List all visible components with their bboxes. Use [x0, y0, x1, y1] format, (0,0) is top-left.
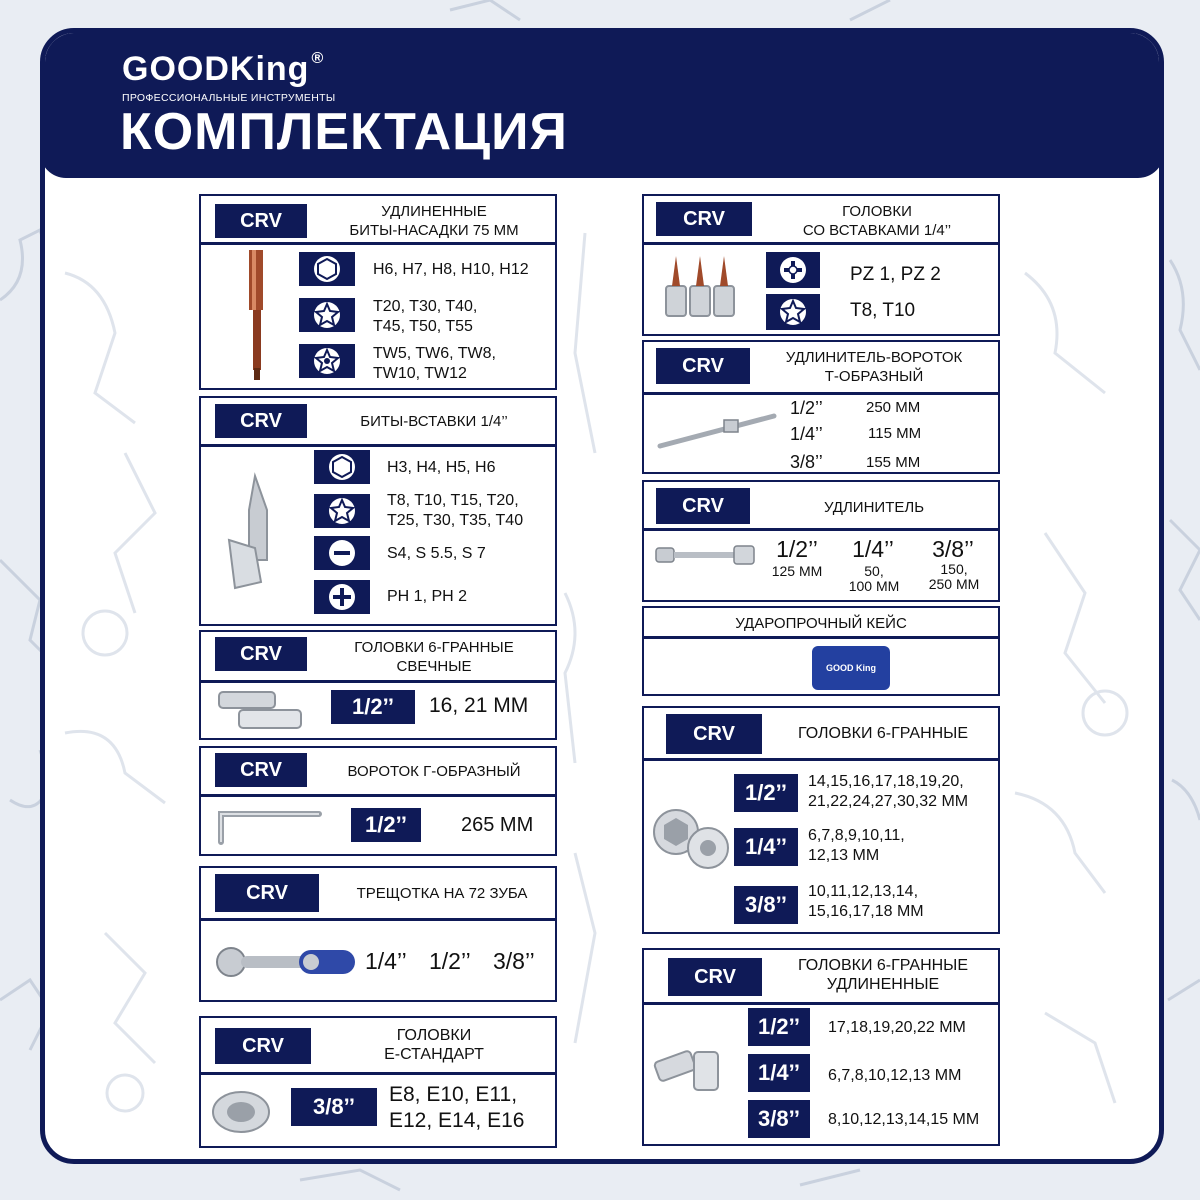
spark-socket-sizes: 16, 21 ММ [429, 694, 529, 717]
size-badge: 1/2’’ [734, 774, 798, 812]
section-title: ГОЛОВКИ 6-ГРАННЫЕ УДЛИНЕННЫЕ [797, 957, 969, 993]
extension-size: 3/8’’ [932, 536, 974, 562]
crv-badge: CRV [656, 488, 750, 524]
brand-logo: GOODKing ® [122, 50, 325, 88]
section-title: ГОЛОВКИ 6-ГРАННЫЕ [797, 725, 969, 742]
case-logo: GOOD King [826, 663, 876, 673]
long-bits-hex-sizes: H6, H7, H8, H10, H12 [373, 261, 529, 278]
section-title: УДЛИНИТЕЛЬ-ВОРОТОК Т-ОБРАЗНЫЙ [785, 349, 963, 385]
section-title: ТРЕЩОТКА НА 72 ЗУБА [356, 885, 528, 902]
bits-phillips-sizes: PH 1, PH 2 [387, 588, 468, 605]
section-hex-sockets [642, 706, 1000, 934]
deep-sockets-image [652, 1042, 738, 1098]
bits-slot-sizes: S4, S 5.5, S 7 [387, 545, 486, 562]
extension-size: 1/4’’ [852, 536, 894, 562]
l-wrench-image [215, 808, 325, 848]
hex-sizes-three-eighths: 10,11,12,13,14, 15,16,17,18 ММ [808, 883, 924, 920]
size-badge: 3/8’’ [291, 1088, 377, 1126]
size-badge: 1/4’’ [748, 1054, 810, 1092]
t-bar-size: 3/8’’ [790, 452, 823, 472]
section-ratchet [199, 866, 557, 1002]
section-case [642, 606, 1000, 696]
section-deep-sockets [642, 948, 1000, 1146]
crv-badge: CRV [668, 958, 762, 996]
crv-badge: CRV [666, 714, 762, 754]
hex-sizes-half: 14,15,16,17,18,19,20, 21,22,24,27,30,32 ММ [808, 773, 969, 810]
extension-length: 50, 100 ММ [848, 563, 900, 594]
section-title: БИТЫ-ВСТАВКИ 1/4’’ [360, 413, 508, 430]
t-bar-length: 155 ММ [866, 454, 921, 471]
crv-badge: CRV [656, 348, 750, 384]
case-image [812, 646, 890, 690]
torx-icon [314, 494, 370, 528]
crv-badge: CRV [215, 753, 307, 787]
crv-badge: CRV [215, 404, 307, 438]
ratchet-size-three-eighths: 3/8’’ [493, 948, 535, 974]
slot-icon [314, 536, 370, 570]
insert-heads-image [662, 252, 742, 322]
torx-icon [299, 298, 355, 332]
extension-length: 125 ММ [771, 563, 823, 579]
section-bits [199, 396, 557, 626]
section-insert-heads [642, 194, 1000, 336]
ratchet-size-half: 1/2’’ [429, 948, 471, 974]
torx-icon [766, 294, 820, 330]
e-socket-image [209, 1088, 273, 1136]
ratchet-image [213, 944, 359, 980]
size-badge: 1/2’’ [331, 690, 415, 724]
crv-badge: CRV [215, 1028, 311, 1064]
t-bar-length: 250 ММ [866, 399, 921, 416]
t-bar-size: 1/4’’ [790, 424, 823, 444]
crv-badge: CRV [656, 202, 752, 236]
l-wrench-length: 265 ММ [461, 814, 534, 836]
bits-image [215, 470, 295, 600]
hex-icon [314, 450, 370, 484]
crv-badge: CRV [215, 204, 307, 238]
long-bits-tw-sizes: TW5, TW6, TW8, TW10, TW12 [373, 345, 496, 382]
deep-sizes-quarter: 6,7,8,10,12,13 ММ [828, 1067, 962, 1084]
insert-heads-pz-sizes: PZ 1, PZ 2 [850, 264, 941, 285]
section-title: УДЛИНИТЕЛЬ [823, 499, 925, 516]
section-spark-sockets [199, 630, 557, 740]
size-badge: 1/4’’ [734, 828, 798, 866]
section-l-wrench [199, 746, 557, 856]
hex-icon [299, 252, 355, 286]
torx-icon [299, 344, 355, 378]
crv-badge: CRV [215, 637, 307, 671]
t-bar-length: 115 ММ [868, 425, 922, 442]
section-e-standard [199, 1016, 557, 1148]
ratchet-size-quarter: 1/4’’ [365, 948, 407, 974]
size-badge: 3/8’’ [734, 886, 798, 924]
section-title: УДЛИНЕННЫЕ БИТЫ-НАСАДКИ 75 ММ [349, 203, 519, 239]
long-bits-torx-sizes: T20, T30, T40, T45, T50, T55 [373, 298, 478, 335]
brand-tagline: ПРОФЕССИОНАЛЬНЫЕ ИНСТРУМЕНТЫ [122, 92, 336, 104]
page-title: КОМПЛЕКТАЦИЯ [120, 103, 568, 161]
e-socket-sizes: E8, E10, E11, E12, E14, E16 [389, 1083, 525, 1132]
deep-sizes-three-eighths: 8,10,12,13,14,15 ММ [828, 1111, 980, 1128]
phillips-icon [766, 252, 820, 288]
header-bar [40, 28, 1164, 178]
t-bar-image [656, 408, 778, 452]
section-title: ВОРОТОК Г-ОБРАЗНЫЙ [347, 763, 521, 780]
extension-length: 150, 250 ММ [928, 561, 980, 592]
t-bar-size: 1/2’’ [790, 398, 823, 418]
extension-image [654, 540, 758, 570]
section-extension [642, 480, 1000, 602]
hex-sizes-quarter: 6,7,8,9,10,11, 12,13 ММ [808, 827, 905, 864]
section-title: ГОЛОВКИ СО ВСТАВКАМИ 1/4’’ [802, 203, 952, 239]
size-badge: 1/2’’ [351, 808, 421, 842]
section-t-bar [642, 340, 1000, 474]
bits-torx-sizes: T8, T10, T15, T20, T25, T30, T35, T40 [387, 492, 524, 529]
extension-size: 1/2’’ [776, 536, 818, 562]
size-badge: 1/2’’ [748, 1008, 810, 1046]
phillips-icon [314, 580, 370, 614]
section-title: УДАРОПРОЧНЫЙ КЕЙС [735, 615, 907, 632]
hex-sockets-image [648, 802, 736, 872]
deep-sizes-half: 17,18,19,20,22 ММ [828, 1019, 966, 1036]
bits-hex-sizes: H3, H4, H5, H6 [387, 459, 496, 476]
crv-badge: CRV [215, 874, 319, 912]
section-title: ГОЛОВКИ Е-СТАНДАРТ [384, 1027, 484, 1063]
spark-socket-image [217, 688, 307, 734]
section-long-bits [199, 194, 557, 390]
insert-heads-torx-sizes: T8, T10 [850, 300, 916, 321]
long-bit-image [239, 250, 275, 382]
size-badge: 3/8’’ [748, 1100, 810, 1138]
section-title: ГОЛОВКИ 6-ГРАННЫЕ СВЕЧНЫЕ [354, 639, 514, 675]
